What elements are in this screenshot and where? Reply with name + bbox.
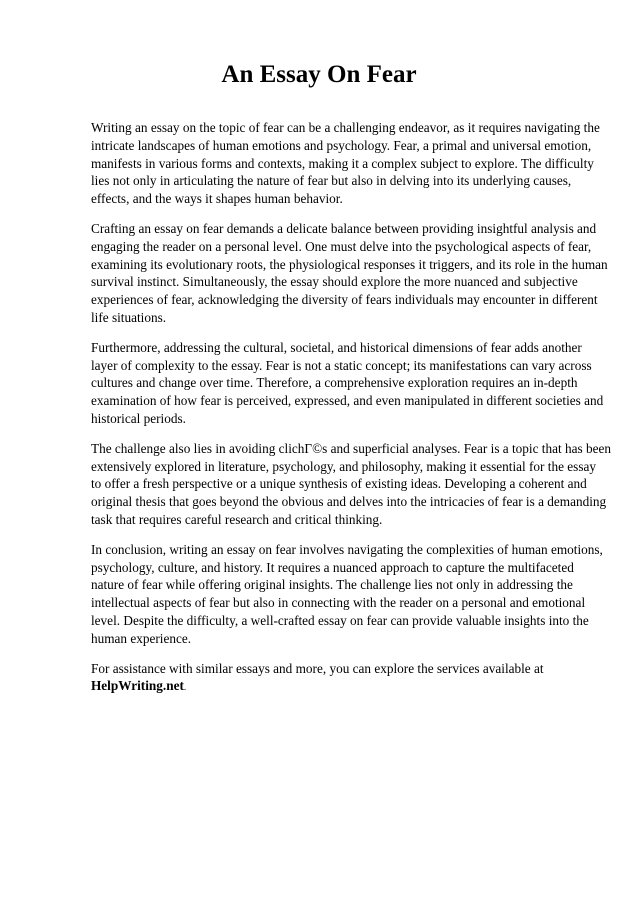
paragraph-line: effects, and the ways it shapes human behavior.: [91, 191, 343, 207]
paragraph-line: historical periods.: [91, 410, 186, 426]
paragraph-4: [91, 440, 611, 529]
paragraph-line: psychology, culture, and history. It requires a nuanced approach to capture the multifaceted: [91, 559, 574, 575]
paragraph-line: In conclusion, writing an essay on fear involves navigating the complexities of human emotions,: [91, 541, 603, 557]
paragraph-5: [91, 541, 605, 648]
paragraph-line: The challenge also lies in avoiding clichГ©s and superficial analyses. Fear is a topic that has been: [91, 440, 611, 456]
paragraph-line: cultures and change over time. Therefore, a comprehensive exploration requires an in-depth: [91, 375, 578, 391]
closing-link-line: [91, 677, 605, 697]
paragraph-3: [91, 339, 605, 428]
closing-line: For assistance with similar essays and more, you can explore the services available at: [91, 660, 544, 676]
paragraph-2: [91, 220, 608, 327]
closing-period: .: [183, 682, 187, 693]
helpwriting-link[interactable]: HelpWriting.net: [91, 678, 184, 694]
paragraph-line: intricate landscapes of human emotions and psychology. Fear, a primal and universal emotion,: [91, 137, 592, 153]
paragraph-line: engaging the reader on a personal level. One must delve into the psychological aspects of fear,: [91, 238, 592, 254]
paragraph-line: Furthermore, addressing the cultural, societal, and historical dimensions of fear adds another: [91, 339, 582, 355]
essay-body: [91, 119, 611, 709]
closing-paragraph: [91, 660, 605, 698]
paragraph-line: experiences of fear, acknowledging the diversity of fears individuals may encounter in different: [91, 292, 598, 308]
paragraph-line: examination of how fear is perceived, expressed, and even manipulated in different societies and: [91, 393, 604, 409]
paragraph-line: survival instinct. Simultaneously, the essay should explore the more nuanced and subjective: [91, 274, 578, 290]
paragraph-line: Writing an essay on the topic of fear can be a challenging endeavor, as it requires navigating the: [91, 120, 600, 135]
paragraph-line: Crafting an essay on fear demands a delicate balance between providing insightful analysis and: [91, 220, 597, 236]
page-title: An Essay On Fear: [221, 61, 417, 88]
paragraph-line: extensively explored in literature, psychology, and philosophy, making it essential for the essay: [91, 458, 596, 474]
paragraph-line: layer of complexity to the essay. Fear is not a static concept; its manifestations can vary across: [91, 357, 592, 373]
paragraph-line: task that requires careful research and critical thinking.: [91, 511, 383, 527]
paragraph-line: intellectual aspects of fear but also in connecting with the reader on a personal and emotional: [91, 595, 586, 611]
paragraph-line: examining its evolutionary roots, the physiological responses it triggers, and its role in the human: [91, 256, 608, 272]
paragraph-line: to offer a fresh perspective or a unique synthesis of existing ideas. Developing a coherent and: [91, 476, 587, 492]
paragraph-line: manifests in various forms and contexts, making it a complex subject to explore. The difficulty: [91, 155, 594, 171]
paragraph-line: level. Despite the difficulty, a well-crafted essay on fear can provide valuable insights into the: [91, 612, 589, 628]
paragraph-line: nature of fear while offering original insights. The challenge lies not only in addressing the: [91, 577, 573, 593]
paragraph-line: human experience.: [91, 630, 192, 646]
paragraph-line: lies not only in articulating the nature of fear but also in delving into its underlying causes,: [91, 173, 572, 189]
paragraph-1: [91, 119, 605, 208]
paragraph-line: life situations.: [91, 309, 167, 325]
paragraph-line: original thesis that goes beyond the obvious and delves into the intricacies of fear is a demanding: [91, 494, 607, 510]
